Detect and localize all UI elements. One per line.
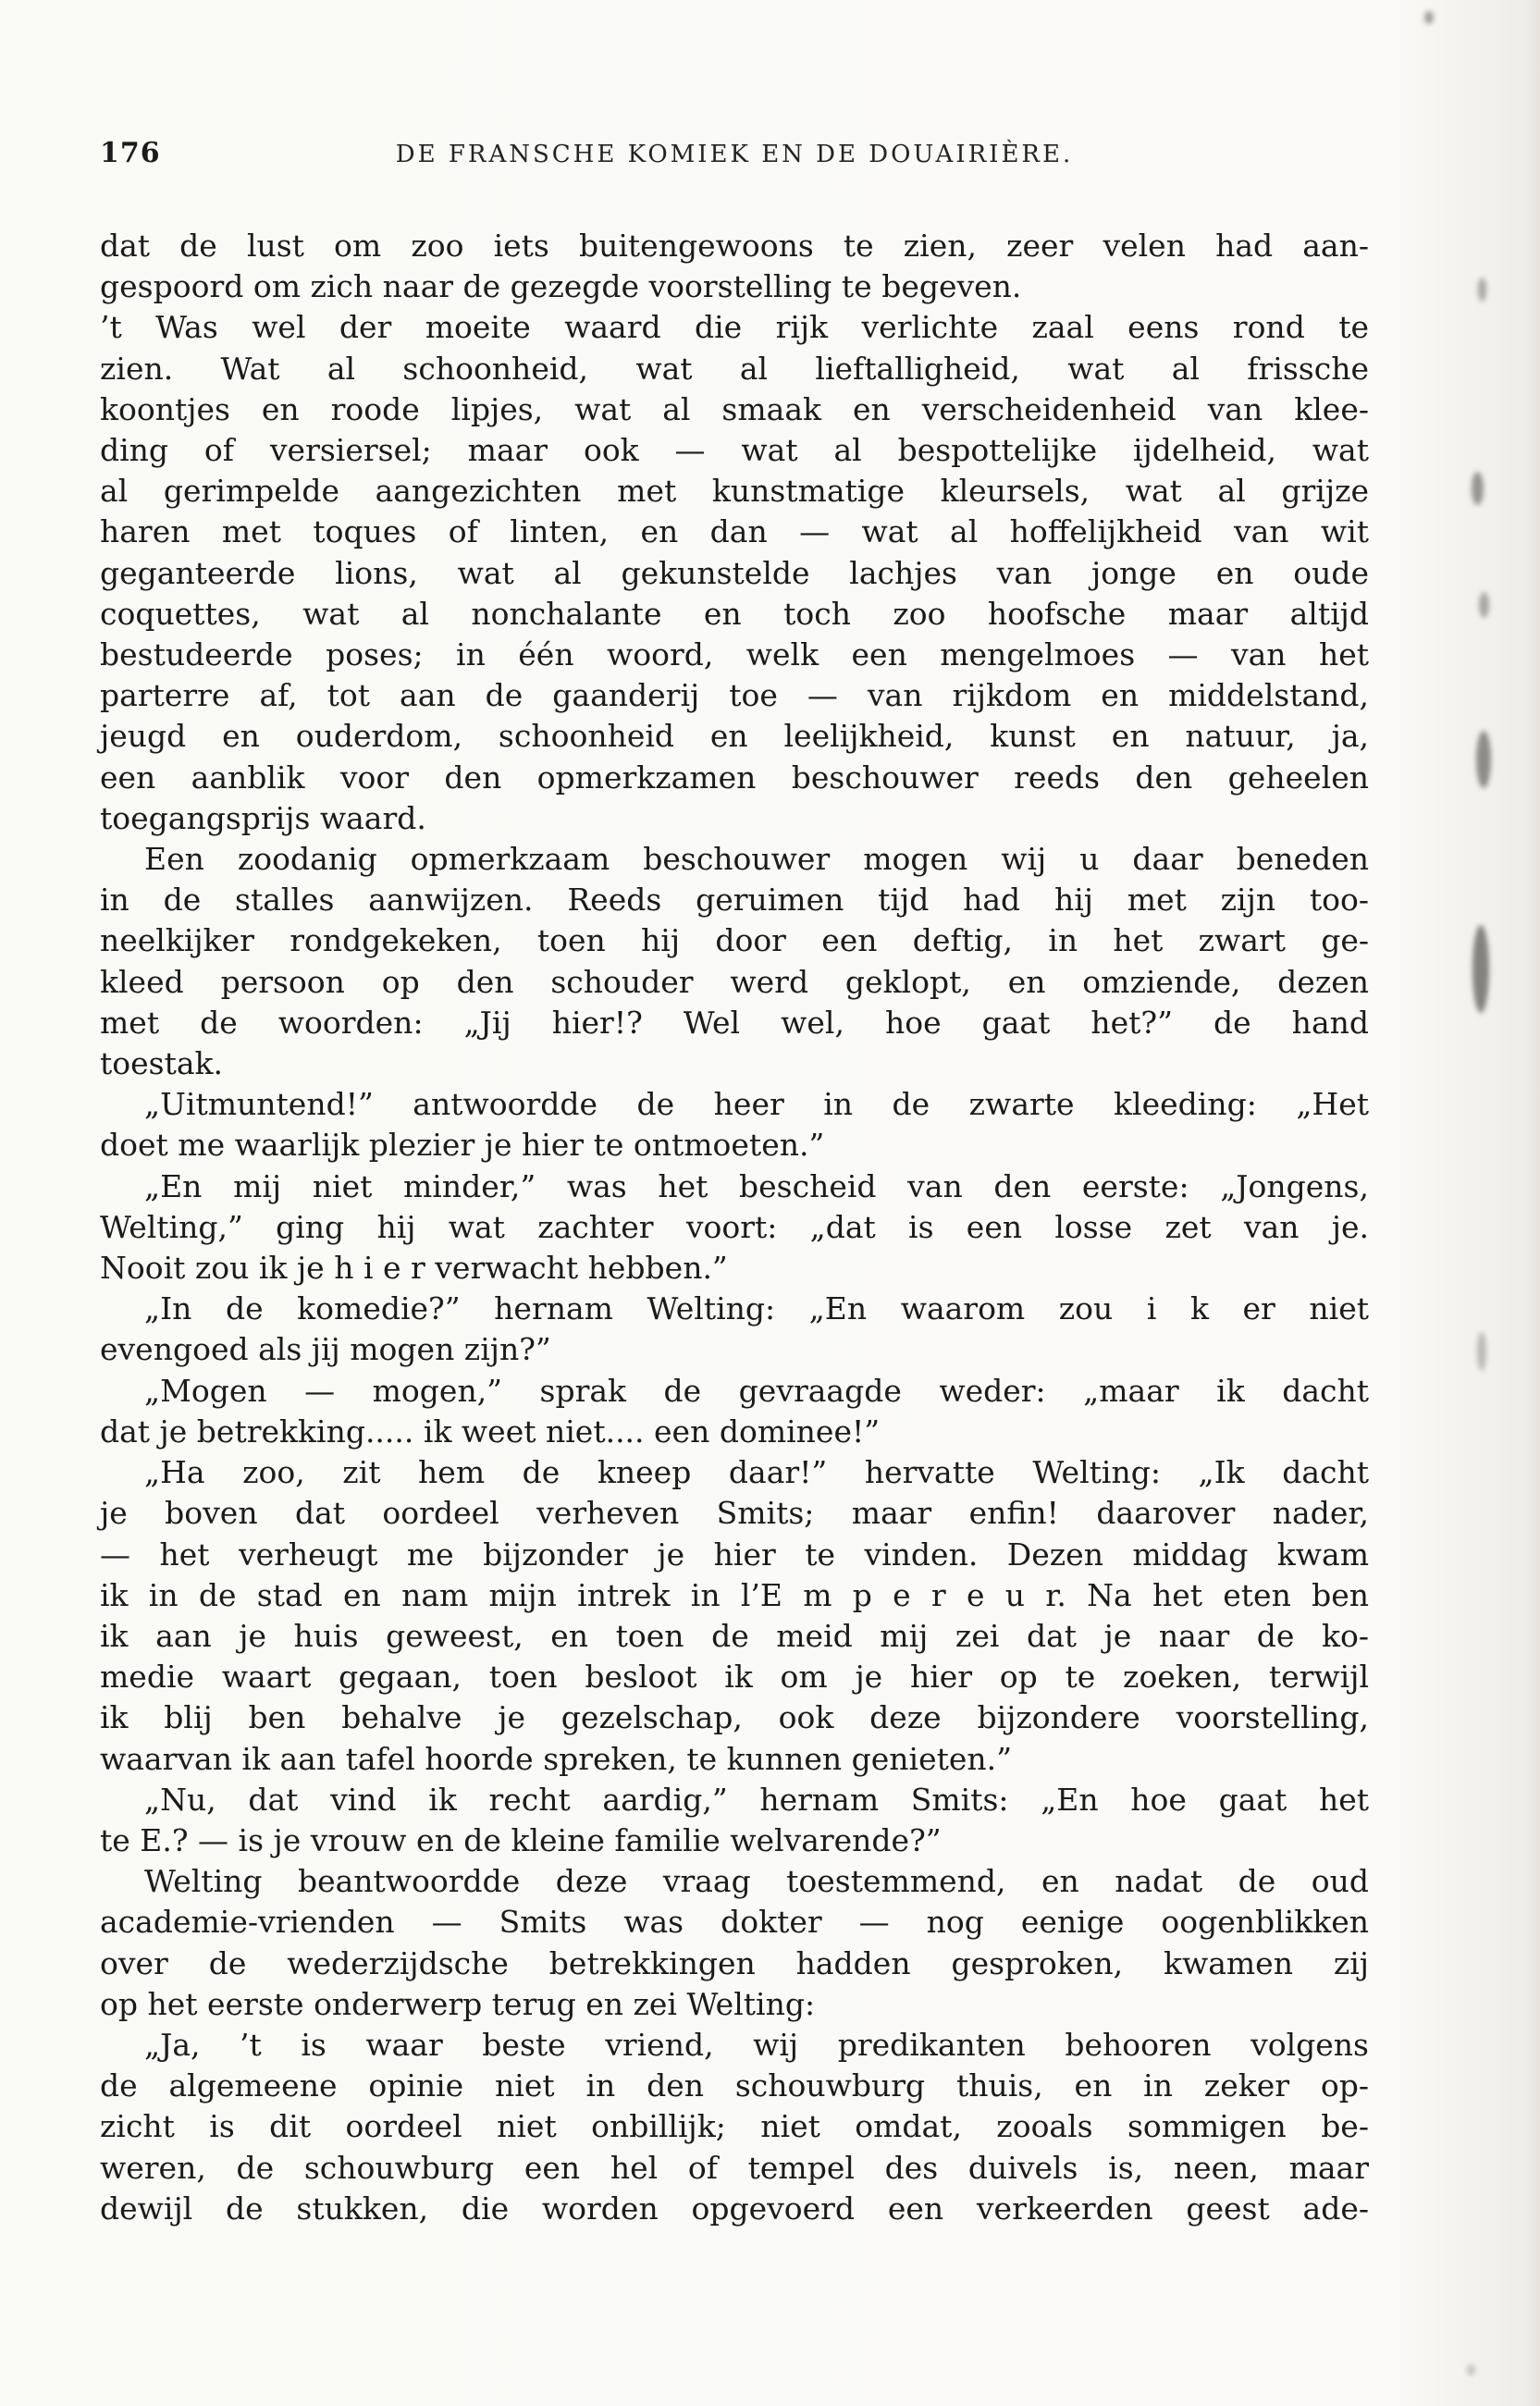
- text-line: evengoed als jij mogen zijn?”: [100, 1331, 551, 1368]
- paragraph: [100, 226, 1369, 307]
- scan-artifact: [1472, 472, 1484, 505]
- text-line: Nooit zou ik je h i e r verwacht hebben.”: [100, 1250, 728, 1287]
- text-line: haren met toques of linten, en dan — wat al hoffelijkheid van wit: [100, 513, 1369, 550]
- scan-artifact: [1477, 1332, 1486, 1371]
- page-body: [100, 226, 1369, 2229]
- paragraph: [100, 1780, 1369, 1861]
- paragraph: [100, 1289, 1369, 1370]
- text-line: doet me waarlijk plezier je hier te ontmoeten.”: [100, 1127, 825, 1164]
- scan-artifact: [1424, 11, 1434, 24]
- text-line: over de wederzijdsche betrekkingen hadden gesproken, kwamen zij: [100, 1944, 1369, 1981]
- text-line: ik aan je huis geweest, en toen de meid mij zei dat je naar de ko-: [100, 1617, 1369, 1654]
- page-number: 176: [100, 137, 161, 169]
- running-header-title: DE FRANSCHE KOMIEK EN DE DOUAIRIÈRE.: [395, 141, 1074, 168]
- text-line: dat je betrekking..... ik weet niet.... een dominee!”: [100, 1413, 881, 1450]
- text-line: ik in de stad en nam mijn intrek in l’E m p e r e u r. Na het eten ben: [100, 1576, 1369, 1613]
- paragraph: [100, 1084, 1369, 1166]
- scan-artifact: [1467, 2364, 1475, 2375]
- text-line: kleed persoon op den schouder werd geklopt, en omziende, dezen: [100, 963, 1369, 1000]
- page-content: [100, 135, 1369, 2229]
- text-line: de algemeene opinie niet in den schouwburg thuis, en in zeker op-: [100, 2067, 1369, 2104]
- text-line: op het eerste onderwerp terug en zei Welting:: [100, 1985, 816, 2022]
- text-line: „Ha zoo, zit hem de kneep daar!” hervatte Welting: „Ik dacht: [144, 1454, 1369, 1491]
- text-line: ’t Was wel der moeite waard die rijk verlichte zaal eens rond te: [100, 309, 1369, 346]
- text-line: je boven dat oordeel verheven Smits; maar enfin! daarover nader,: [100, 1495, 1369, 1532]
- text-line: in de stalles aanwijzen. Reeds geruimen tijd had hij met zijn too-: [100, 882, 1369, 919]
- text-line: „Mogen — mogen,” sprak de gevraagde weder: „maar ik dacht: [144, 1372, 1369, 1409]
- paragraph: [100, 1166, 1369, 1289]
- text-line: koontjes en roode lipjes, wat al smaak en verscheidenheid van klee-: [100, 390, 1369, 427]
- text-line: al gerimpelde aangezichten met kunstmatige kleursels, wat al grijze: [100, 473, 1369, 510]
- text-line: Een zoodanig opmerkzaam beschouwer mogen wij u daar beneden: [144, 841, 1369, 878]
- paragraph: [100, 1861, 1369, 2025]
- text-line: Welting beantwoordde deze vraag toestemmend, en nadat de oud: [144, 1863, 1369, 1900]
- text-line: dewijl de stukken, die worden opgevoerd een verkeerden geest ade-: [100, 2190, 1369, 2227]
- text-line: geganteerde lions, wat al gekunstelde lachjes van jonge en oude: [100, 554, 1369, 591]
- scan-artifact: [1472, 925, 1489, 1013]
- scan-artifact: [1478, 278, 1486, 302]
- text-line: ding of versiersel; maar ook — wat al bespottelijke ijdelheid, wat: [100, 432, 1369, 469]
- paragraph: [100, 1452, 1369, 1780]
- paragraph: [100, 839, 1369, 1084]
- text-line: jeugd en ouderdom, schoonheid en leelijkheid, kunst en natuur, ja,: [100, 718, 1369, 755]
- paragraph: [100, 1371, 1369, 1452]
- text-line: neelkijker rondgekeken, toen hij door een deftig, in het zwart ge-: [100, 922, 1369, 959]
- text-line: parterre af, tot aan de gaanderij toe — van rijkdom en middelstand,: [100, 677, 1369, 714]
- text-line: bestudeerde poses; in één woord, welk een mengelmoes — van het: [100, 636, 1369, 673]
- scan-artifact: [1476, 731, 1491, 788]
- text-line: te E.? — is je vrouw en de kleine familie welvarende?”: [100, 1821, 942, 1858]
- text-line: academie-vrienden — Smits was dokter — nog eenige oogenblikken: [100, 1904, 1369, 1941]
- text-line: toegangsprijs waard.: [100, 799, 426, 836]
- text-line: „En mij niet minder,” was het bescheid van den eerste: „Jongens,: [144, 1167, 1369, 1204]
- page-header: [100, 135, 1369, 174]
- text-line: zien. Wat al schoonheid, wat al lieftalligheid, wat al frissche: [100, 350, 1369, 387]
- text-line: waarvan ik aan tafel hoorde spreken, te kunnen genieten.”: [100, 1740, 1013, 1777]
- text-line: ik blij ben behalve je gezelschap, ook deze bijzondere voorstelling,: [100, 1699, 1369, 1736]
- text-line: weren, de schouwburg een hel of tempel des duivels is, neen, maar: [100, 2149, 1369, 2186]
- text-line: toestak.: [100, 1045, 224, 1082]
- text-line: medie waart gegaan, toen besloot ik om je hier op te zoeken, terwijl: [100, 1659, 1369, 1696]
- paragraph: [100, 307, 1369, 839]
- text-line: een aanblik voor den opmerkzamen beschouwer reeds den geheelen: [100, 759, 1369, 796]
- text-line: „Uitmuntend!” antwoordde de heer in de zwarte kleeding: „Het: [144, 1086, 1369, 1123]
- text-line: gespoord om zich naar de gezegde voorstelling te begeven.: [100, 268, 1022, 305]
- text-line: Welting,” ging hij wat zachter voort: „dat is een losse zet van je.: [100, 1208, 1369, 1245]
- text-line: „Nu, dat vind ik recht aardig,” hernam Smits: „En hoe gaat het: [144, 1781, 1369, 1818]
- text-line: „In de komedie?” hernam Welting: „En waarom zou i k er niet: [144, 1290, 1369, 1327]
- paragraph: [100, 2025, 1369, 2229]
- text-line: zicht is dit oordeel niet onbillijk; niet omdat, zooals sommigen be-: [100, 2108, 1369, 2145]
- text-line: „Ja, ’t is waar beste vriend, wij predikanten behooren volgens: [144, 2026, 1369, 2063]
- text-line: coquettes, wat al nonchalante en toch zoo hoofsche maar altijd: [100, 595, 1369, 632]
- text-line: — het verheugt me bijzonder je hier te vinden. Dezen middag kwam: [100, 1536, 1369, 1573]
- scan-artifact: [1479, 592, 1489, 618]
- text-line: dat de lust om zoo iets buitengewoons te zien, zeer velen had aan-: [100, 228, 1369, 264]
- text-line: met de woorden: „Jij hier!? Wel wel, hoe gaat het?” de hand: [100, 1004, 1369, 1041]
